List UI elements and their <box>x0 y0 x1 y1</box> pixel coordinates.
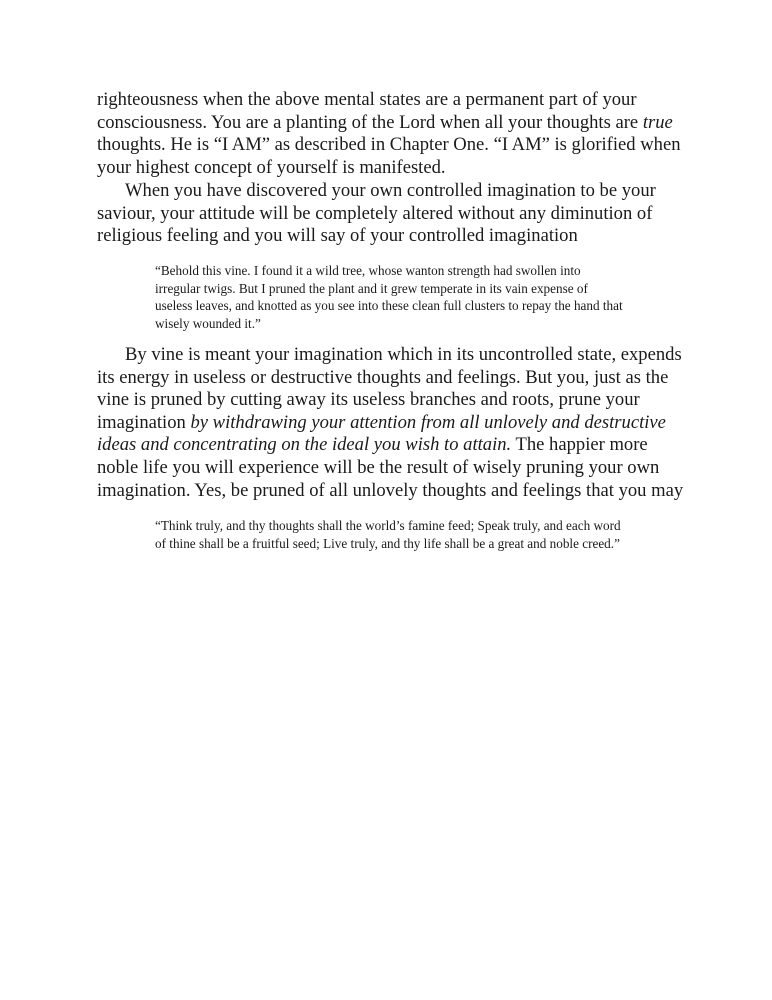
paragraph-1-italic: true <box>642 111 673 133</box>
block-quote-think-truly: “Think truly, and thy thoughts shall the world’s famine feed; Speak truly, and each word of thine shall be a fruitful seed; Live truly, and thy life shall be a great and noble creed.” <box>155 518 621 551</box>
paragraph-3-italic: by withdrawing your attention from all unlovely and destructive ideas and concentrating on the ideal you wish to attain. <box>97 411 666 456</box>
paragraph-3-text-end: The happier more noble life you will experience will be the result of wisely pruning your own imagination. Yes, be pruned of all unlovely thoughts and feelings that you may <box>97 434 684 501</box>
paragraph-3-text-start: By vine is meant your imagination which in its uncontrolled state, expends its energy in useless or destructive thoughts and feelings. But you, just as the vine is pruned by cutting away its useless branches and roots, prune your imagination <box>97 344 682 433</box>
paragraph-2: When you have discovered your own controlled imagination to be your saviour, your attitude will be completely altered without any diminution of religious feeling and you will say of your controlled imagination <box>97 180 656 247</box>
paragraph-1 <box>97 89 687 179</box>
paragraph-1-text-end: thoughts. He is “I AM” as described in Chapter One. “I AM” is glorified when your highest concept of yourself is manifested. <box>97 134 681 178</box>
paragraph-1-text-start: righteousness when the above mental states are a permanent part of your consciousness. You are a planting of the Lord when all your thoughts are <box>97 89 643 133</box>
paragraph-3 <box>97 344 687 502</box>
block-quote-vine: “Behold this vine. I found it a wild tree, whose wanton strength had swollen into irregular twigs. But I pruned the plant and it grew temperate in its vain expense of useless leaves, and knotted as you see into these clean full clusters to repay the hand that wisely wounded it.” <box>155 263 623 331</box>
